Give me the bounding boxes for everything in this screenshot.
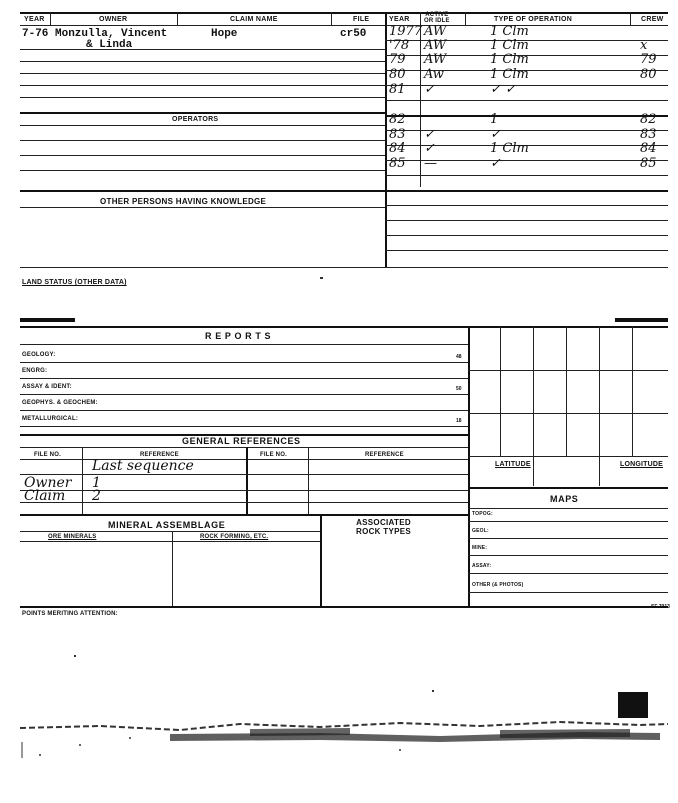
other-persons-label: OTHER PERSONS HAVING KNOWLEDGE [100,197,267,206]
activity-operation: 1 Clm [490,141,529,156]
activity-operation: 1 Clm [490,24,529,39]
report-row-label: GEOLOGY: [22,352,56,358]
rock-forming-label: ROCK FORMING, ETC. [200,534,269,540]
associated-rock-types-label: ASSOCIATED ROCK TYPES [356,518,412,536]
operators-label: OPERATORS [172,116,219,123]
points-meriting-attention-label: POINTS MERITING ATTENTION: [22,611,118,617]
maps-title: MAPS [550,494,579,504]
activity-operation: 1 Clm [490,38,529,53]
activity-crew: 79 [640,52,657,67]
activity-operation: ✓ ✓ [490,82,516,97]
report-row-number: 18 [456,418,462,424]
header-active-or-idle: ACTIVE OR IDLE [424,12,450,24]
activity-status: AW [424,38,447,53]
activity-status: ✓ [424,82,435,97]
gr-col-reference: REFERENCE [140,452,179,458]
latitude-label: LATITUDE [495,461,531,468]
activity-status: AW [424,52,447,67]
activity-crew: 82 [640,112,657,127]
map-row-label: TOPOG: [472,511,493,517]
gr-entry-file: Claim [24,488,66,504]
activity-year: 84 [389,141,406,156]
activity-year: 79 [389,52,406,67]
gr-entry-reference: 1 [92,475,101,491]
header-owner: OWNER [99,16,128,23]
activity-crew: 83 [640,127,657,142]
map-row-label: ASSAY: [472,563,492,569]
gr-entry-reference: 2 [92,488,101,504]
header-year-activity: YEAR [389,16,410,23]
form-number: SF 7913 [651,604,670,610]
activity-status: Aw [424,67,444,82]
general-references-title: GENERAL REFERENCES [182,436,301,446]
longitude-label: LONGITUDE [620,461,664,468]
activity-crew: 84 [640,141,657,156]
report-row-label: ENGRG: [22,368,48,374]
mineral-assemblage-title: MINERAL ASSEMBLAGE [108,520,226,530]
activity-status: AW [424,24,447,39]
record-owner-line2: & Linda [86,39,133,51]
report-row-number: 50 [456,386,462,392]
gr-entry-file: Owner [24,475,72,491]
report-row-label: ASSAY & IDENT: [22,384,72,390]
activity-year: 80 [389,67,406,82]
activity-operation: 1 Clm [490,52,529,67]
gr-col-file-no-2: FILE NO. [260,452,287,458]
activity-year: 83 [389,127,406,142]
activity-year: 85 [389,156,406,171]
land-status-label: LAND STATUS (OTHER DATA) [22,279,127,286]
gr-entry-reference: Last sequence [92,458,194,474]
activity-status: ✓ [424,127,435,142]
header-file: FILE [353,16,370,23]
gr-col-file-no: FILE NO. [34,452,61,458]
activity-operation: ✓ [490,156,501,171]
report-row-number: 48 [456,354,462,360]
map-row-label: GEOL: [472,528,489,534]
ore-minerals-label: ORE MINERALS [48,534,97,540]
report-row-label: METALLURGICAL: [22,416,79,422]
record-claim-name: Hope [211,28,238,40]
activity-year: '78 [389,38,410,53]
activity-year: 81 [389,82,406,97]
activity-status: ✓ [424,141,435,156]
record-year-owner: 7-76 Monzulla, Vincent [22,28,168,40]
section-bar-right [615,318,668,322]
activity-crew: 80 [640,67,657,82]
reports-title: R E P O R T S [205,331,272,341]
record-file: cr50 [340,28,367,40]
activity-year: 1977 [389,24,423,39]
activity-operation: ✓ [490,127,501,142]
activity-crew: 85 [640,156,657,171]
activity-operation: 1 Clm [490,67,529,82]
section-bar-left [20,318,75,322]
activity-year: 82 [389,112,406,127]
map-row-label: OTHER (& PHOTOS) [472,582,524,588]
header-type-of-operation: TYPE OF OPERATION [494,16,573,23]
header-year: YEAR [24,16,45,23]
report-row-label: GEOPHYS. & GEOCHEM: [22,400,98,406]
scan-noise [20,700,668,760]
activity-crew: x [640,38,648,53]
header-crew: CREW [641,16,664,23]
activity-status: — [424,156,437,171]
activity-operation: 1 [490,112,499,127]
gr-col-reference-2: REFERENCE [365,452,404,458]
header-claim-name: CLAIM NAME [230,16,278,23]
map-row-label: MINE: [472,545,488,551]
